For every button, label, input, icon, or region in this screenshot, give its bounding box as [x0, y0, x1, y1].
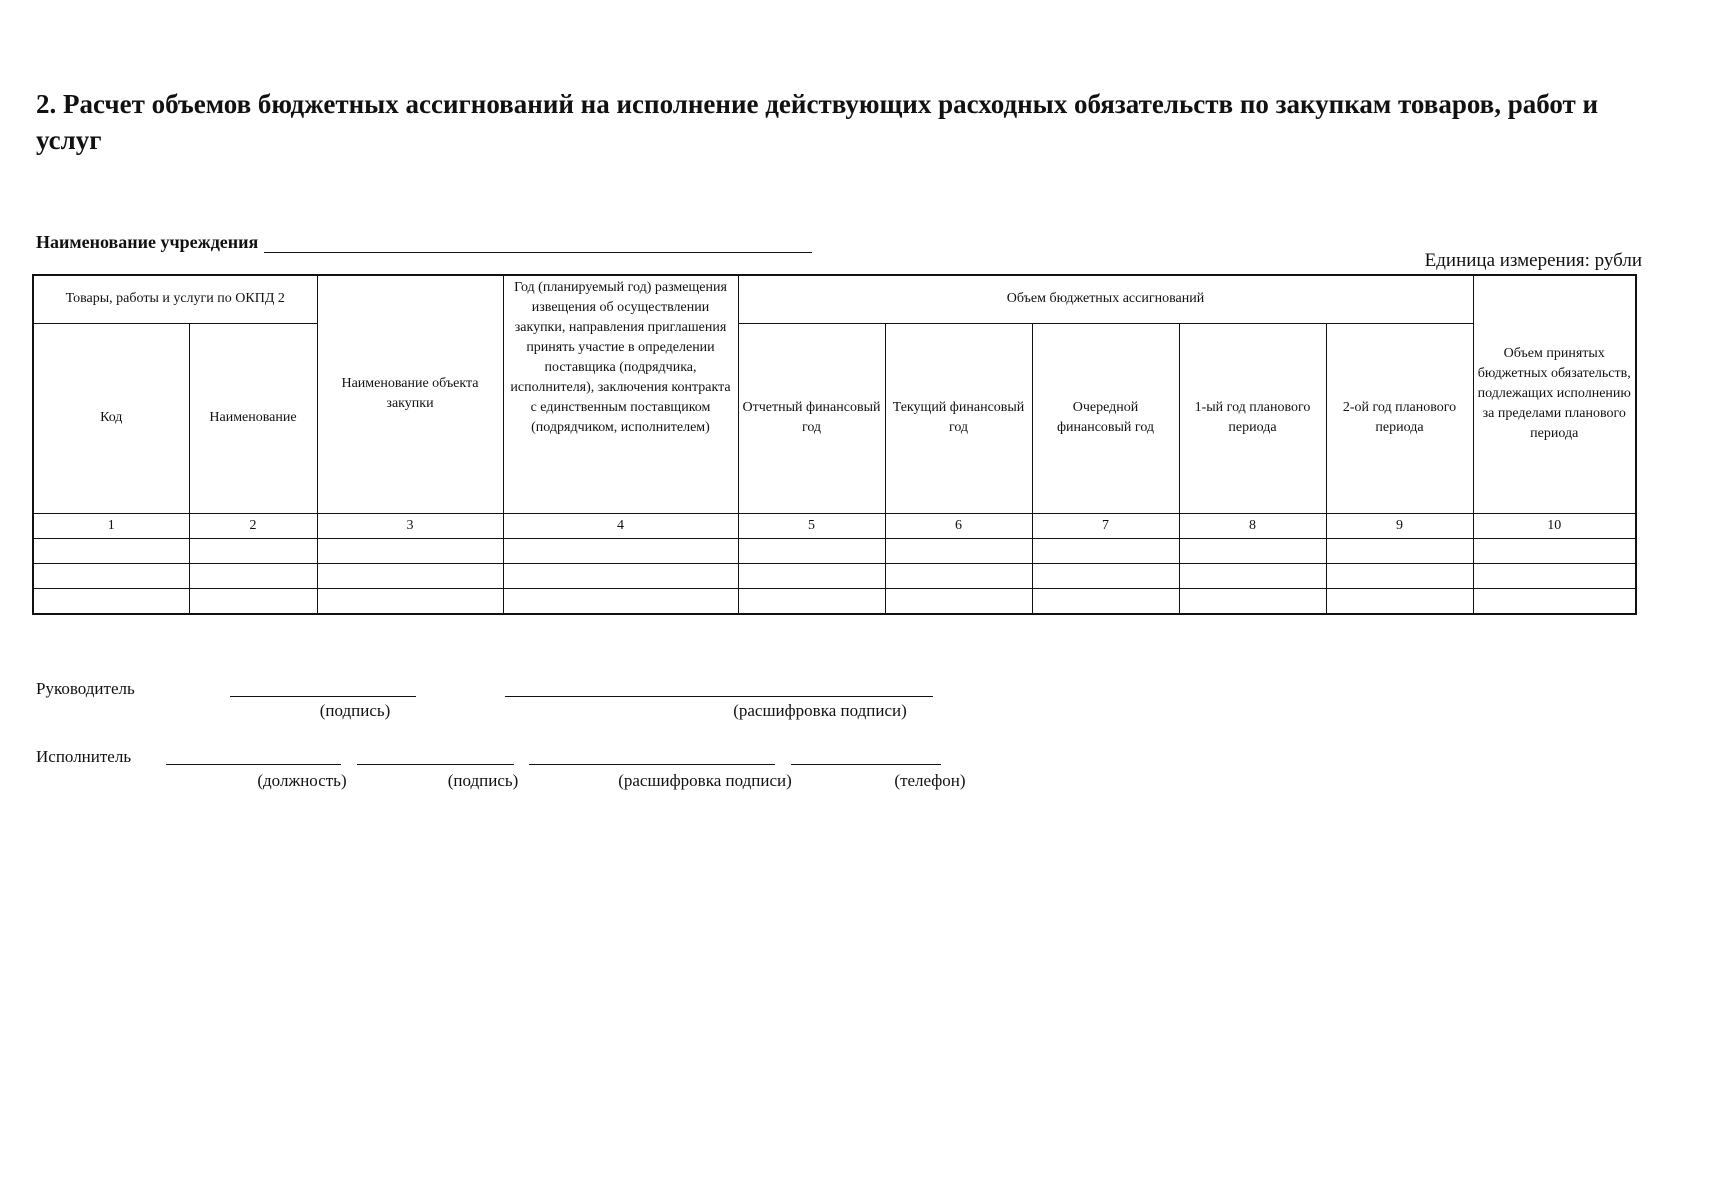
table-cell[interactable] [317, 538, 503, 563]
column-number: 4 [503, 513, 738, 538]
table-cell[interactable] [1179, 563, 1326, 588]
executor-decode-caption: (расшифровка подписи) [618, 771, 792, 790]
table-cell[interactable] [1326, 588, 1473, 614]
header-name: Наименование [189, 323, 317, 513]
table-cell[interactable] [33, 538, 189, 563]
table-cell[interactable] [1473, 538, 1636, 563]
head-label: Руководитель [36, 679, 135, 698]
column-number: 3 [317, 513, 503, 538]
table-cell[interactable] [1032, 563, 1179, 588]
unit-of-measure: Единица измерения: рубли [1424, 250, 1642, 271]
column-number: 7 [1032, 513, 1179, 538]
column-number: 5 [738, 513, 885, 538]
executor-phone-line[interactable] [791, 764, 941, 765]
table-cell[interactable] [885, 538, 1032, 563]
header-placement-year: Год (планируемый год) размещения извещения об осуществлении закупки, направления приглашения принять участие в определении поставщика (подрядчика, исполнителя), заключения контракта с единственным поставщиком (подрядчиком, исполнителем) [503, 275, 738, 513]
table-cell[interactable] [1032, 588, 1179, 614]
header-accepted-obligations: Объем принятых бюджетных обязательств, подлежащих исполнению за пределами планового периода [1473, 275, 1636, 513]
header-next-year: Очередной финансовый год [1032, 323, 1179, 513]
header-report-year: Отчетный финансовый год [738, 323, 885, 513]
table-cell[interactable] [189, 588, 317, 614]
column-number: 1 [33, 513, 189, 538]
table-row [33, 538, 1636, 563]
executor-decode-line[interactable] [529, 764, 775, 765]
table-row [33, 588, 1636, 614]
header-volume-group: Объем бюджетных ассигнований [738, 275, 1473, 323]
executor-signature-caption: (подпись) [447, 771, 519, 790]
table-cell[interactable] [317, 563, 503, 588]
table-cell[interactable] [738, 538, 885, 563]
head-signature-caption: (подпись) [319, 701, 391, 720]
table-subheader-row [33, 323, 1636, 513]
head-decode-caption: (расшифровка подписи) [733, 701, 907, 720]
table-cell[interactable] [189, 563, 317, 588]
table-header-row [33, 275, 1636, 323]
executor-position-caption: (должность) [257, 771, 347, 790]
table-cell[interactable] [1326, 563, 1473, 588]
head-signature-line[interactable] [230, 696, 416, 697]
table-cell[interactable] [1179, 588, 1326, 614]
table-cell[interactable] [738, 563, 885, 588]
table-cell[interactable] [503, 563, 738, 588]
executor-signature-line[interactable] [357, 764, 514, 765]
table-row [33, 563, 1636, 588]
column-number-row [33, 513, 1636, 538]
table-cell[interactable] [1326, 538, 1473, 563]
head-decode-line[interactable] [505, 696, 933, 697]
table-cell[interactable] [503, 538, 738, 563]
column-number: 9 [1326, 513, 1473, 538]
header-object-name: Наименование объекта закупки [317, 275, 503, 513]
header-code: Код [33, 323, 189, 513]
table-cell[interactable] [738, 588, 885, 614]
table-cell[interactable] [1032, 538, 1179, 563]
table-cell[interactable] [1473, 563, 1636, 588]
executor-position-line[interactable] [166, 764, 341, 765]
column-number: 2 [189, 513, 317, 538]
column-number: 8 [1179, 513, 1326, 538]
institution-name-label: Наименование учреждения [36, 232, 259, 252]
executor-phone-caption: (телефон) [894, 771, 966, 790]
column-number: 10 [1473, 513, 1636, 538]
table-cell[interactable] [1473, 588, 1636, 614]
column-number: 6 [885, 513, 1032, 538]
table-cell[interactable] [885, 588, 1032, 614]
header-plan-year-2: 2-ой год планового периода [1326, 323, 1473, 513]
header-plan-year-1: 1-ый год планового периода [1179, 323, 1326, 513]
table-cell[interactable] [189, 538, 317, 563]
page-title: 2. Расчет объемов бюджетных ассигнований на исполнение действующих расходных обязательств по закупкам товаров, работ и услуг [36, 89, 1599, 155]
table-cell[interactable] [317, 588, 503, 614]
budget-table [32, 274, 1637, 615]
table-cell[interactable] [885, 563, 1032, 588]
executor-label: Исполнитель [36, 747, 132, 766]
table-cell[interactable] [33, 563, 189, 588]
table-cell[interactable] [1179, 538, 1326, 563]
institution-name-field[interactable] [264, 234, 812, 253]
header-okpd-group: Товары, работы и услуги по ОКПД 2 [33, 275, 317, 323]
header-current-year: Текущий финансовый год [885, 323, 1032, 513]
table-cell[interactable] [503, 588, 738, 614]
table-cell[interactable] [33, 588, 189, 614]
institution-name-row [36, 232, 812, 253]
